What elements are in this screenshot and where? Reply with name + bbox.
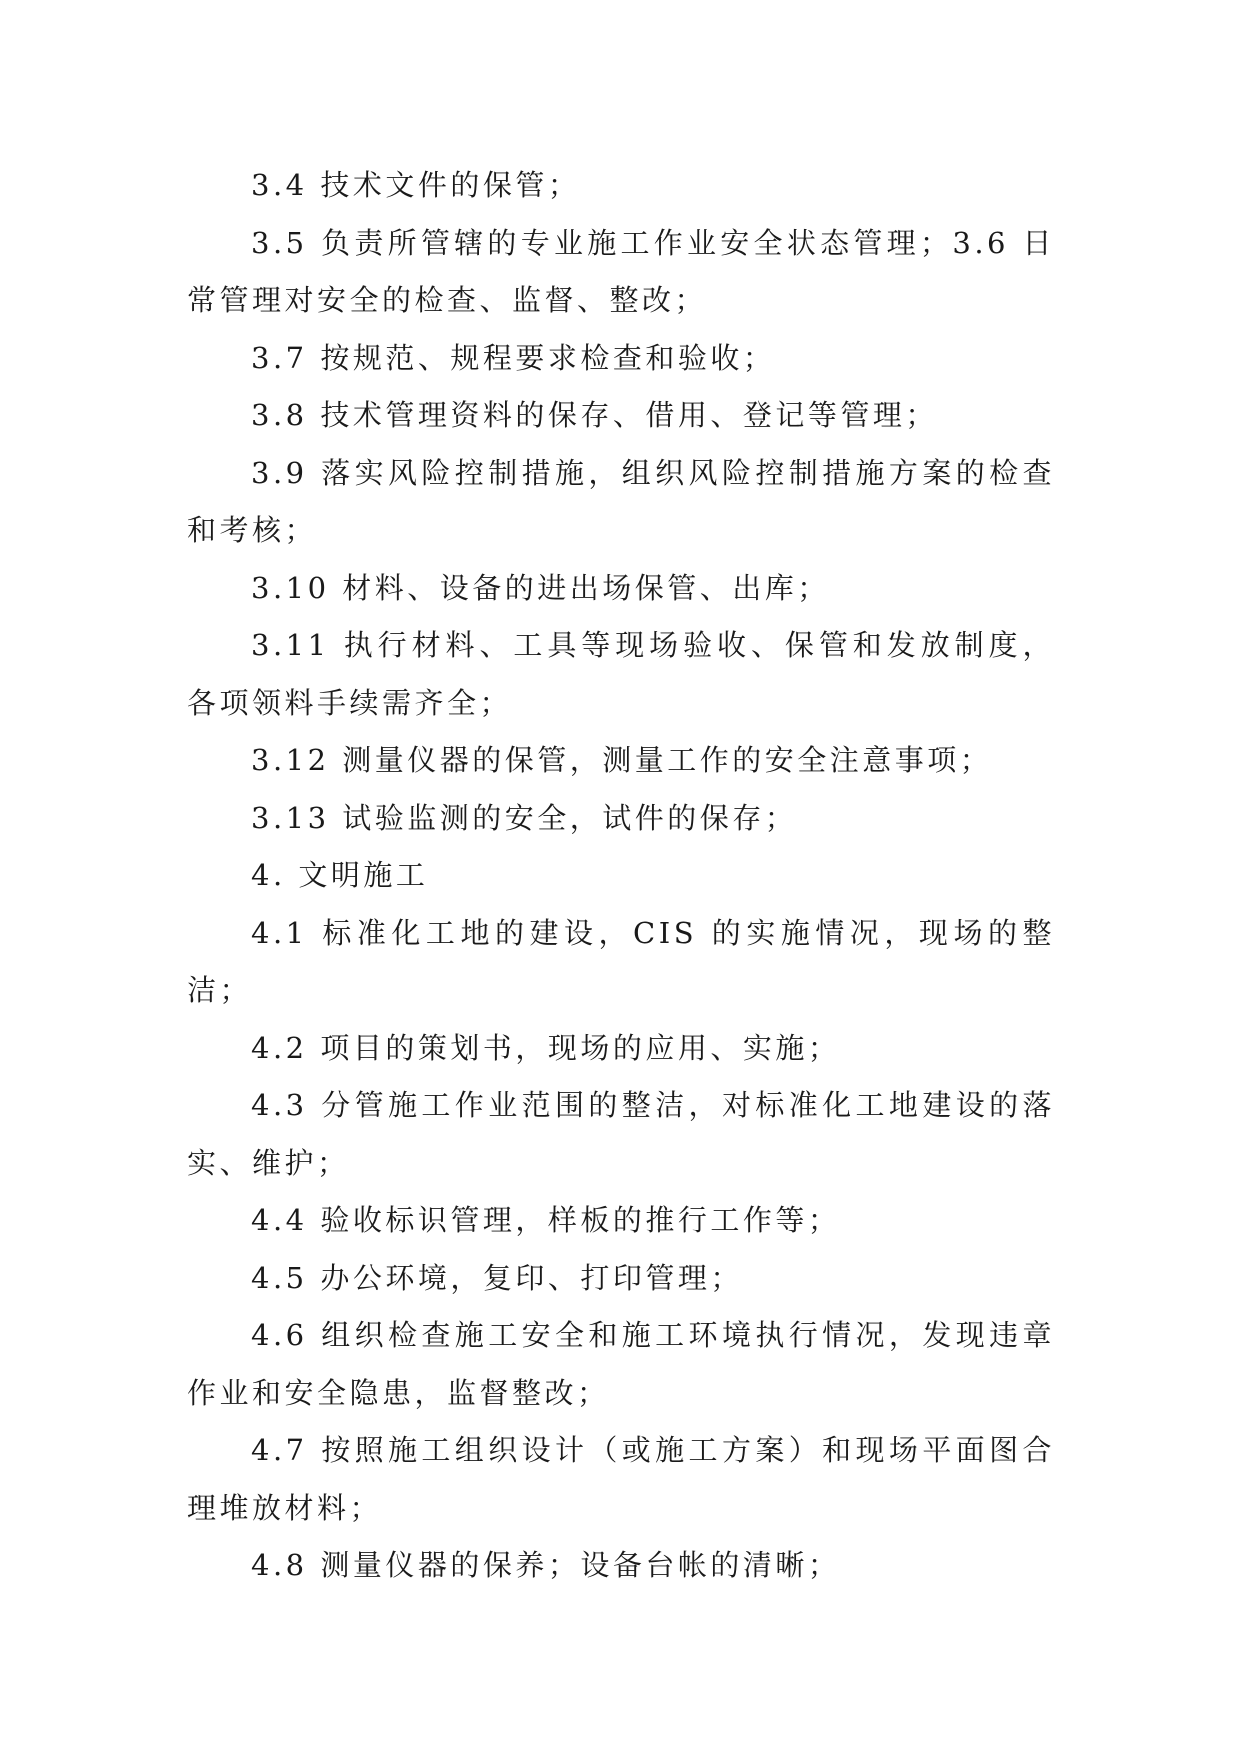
paragraph: 3.12 测量仪器的保管，测量工作的安全注意事项； [251,743,993,777]
paragraph: 4.6 组织检查施工安全和施工环境执行情况，发现违章作业和安全隐患，监督整改； [187,1318,1055,1410]
paragraph: 4.2 项目的策划书，现场的应用、实施； [251,1030,841,1065]
section-heading: 4. 文明施工 [251,858,429,892]
paragraph: 4.1 标准化工地的建设，CIS 的实施情况，现场的整洁； [187,915,1055,1007]
document-body [187,157,1055,1595]
paragraph: 4.5 办公环境，复印、打印管理； [251,1260,743,1295]
paragraph: 4.3 分管施工作业范围的整洁，对标准化工地建设的落实、维护； [187,1088,1055,1180]
paragraph: 3.11 执行材料、工具等现场验收、保管和发放制度，各项领料手续需齐全； [187,628,1055,720]
paragraph: 4.4 验收标识管理，样板的推行工作等； [251,1203,841,1237]
paragraph: 3.4 技术文件的保管； [251,168,581,202]
paragraph: 3.13 试验监测的安全，试件的保存； [251,800,798,835]
paragraph: 4.8 测量仪器的保养；设备台帐的清晰； [251,1548,841,1582]
paragraph: 3.9 落实风险控制措施，组织风险控制措施方案的检查和考核； [187,455,1055,547]
paragraph: 3.5 负责所管辖的专业施工作业安全状态管理；3.6 日常管理对安全的检查、监督、整改； [187,225,1055,317]
paragraph: 3.7 按规范、规程要求检查和验收； [251,340,776,375]
paragraph: 3.10 材料、设备的进出场保管、出库； [251,570,830,605]
paragraph: 4.7 按照施工组织设计（或施工方案）和现场平面图合理堆放材料； [187,1433,1055,1525]
paragraph: 3.8 技术管理资料的保存、借用、登记等管理； [251,398,938,432]
